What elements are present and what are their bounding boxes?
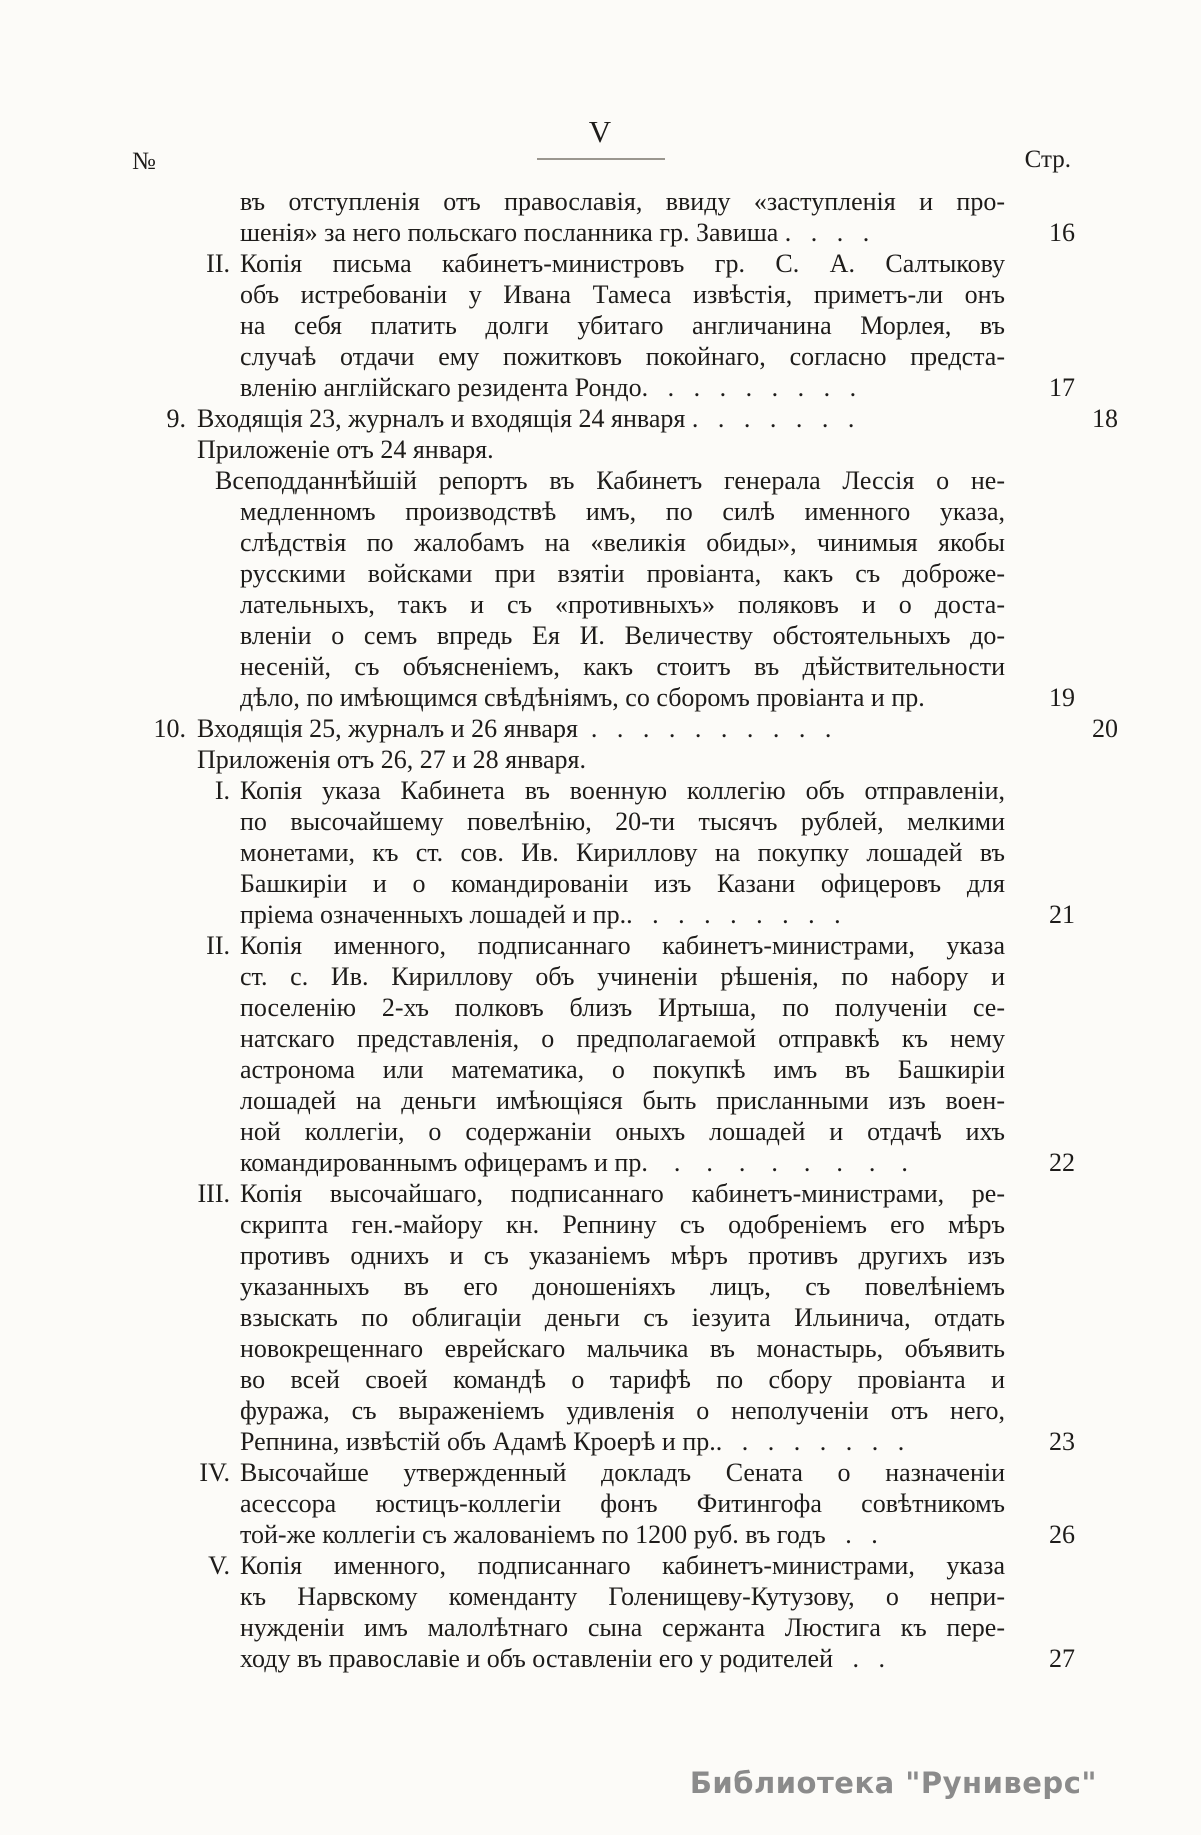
toc-entry-number: 10. <box>153 714 186 743</box>
toc-line: поселенію 2-хъ полковъ близъ Иртыша, по полученіи се- <box>240 993 1005 1022</box>
toc-line: Приложеніе отъ 24 января. <box>197 435 494 464</box>
toc-entry-number: II. <box>206 249 230 278</box>
toc-line: Приложенія отъ 26, 27 и 28 января. <box>197 745 586 774</box>
toc-line: скрипта ген.-майору кн. Репнину съ одобреніемъ его мѣръ <box>240 1210 1005 1239</box>
toc-line: объ истребованіи у Ивана Тамеса извѣстія, приметъ-ли онъ <box>240 280 1005 309</box>
toc-entry <box>208 1550 1075 1674</box>
toc-line: несеній, съ объясненіемъ, какъ стоитъ въ дѣйствительности <box>240 652 1005 681</box>
toc-line: вленіи о семъ впредь Ея И. Величеству обстоятельныхъ до- <box>240 621 1005 650</box>
toc-line: слѣдствія по жалобамъ на «великія обиды», чинимыя якобы <box>240 528 1005 557</box>
toc-line: Копія высочайшаго, подписаннаго кабинетъ-министрами, ре- <box>240 1179 1005 1208</box>
toc-entry <box>206 930 1075 1178</box>
toc-line: вленію англійскаго резидента Рондо. . . . . . . . . <box>240 373 857 402</box>
toc-line: Копія указа Кабинета въ военную коллегію объ отправленіи, <box>240 776 1005 805</box>
toc-line: Копія именного, подписаннаго кабинетъ-министрами, указа <box>240 931 1005 960</box>
toc-entry-text <box>197 403 1005 434</box>
toc-entry-page-number: 27 <box>1049 1644 1075 1673</box>
toc-entry-number: I. <box>214 776 230 805</box>
toc-line: пріема означенныхъ лошадей и пр.. . . . . . . . . <box>240 900 841 929</box>
toc-line: натскаго представленія, о предполагаемой отправкѣ къ нему <box>240 1024 1005 1053</box>
toc-entry <box>153 713 1118 744</box>
toc-entry <box>197 1178 1075 1457</box>
toc-entry-page-number: 19 <box>1049 683 1075 712</box>
toc-line: лательныхъ, такъ и съ «противныхъ» поляковъ и о доста- <box>240 590 1005 619</box>
toc-line: фуража, съ выраженіемъ удивленія о неполученіи отъ него, <box>240 1396 1005 1425</box>
toc-line: астронома или математика, о покупкѣ имъ въ Башкиріи <box>240 1055 1005 1084</box>
toc-entry <box>197 744 1005 775</box>
toc-line: по высочайшему повелѣнію, 20-ти тысячъ рублей, мелкими <box>240 807 1005 836</box>
toc-line: командированнымъ офицерамъ и пр. . . . . . . . . <box>240 1148 908 1177</box>
toc-entry-text <box>215 465 1005 713</box>
toc-line: монетами, къ ст. сов. Ив. Кириллову на покупку лошадей въ <box>240 838 1005 867</box>
toc-line: лошадей на деньги имѣющіяся быть присланными изъ воен- <box>240 1086 1005 1115</box>
toc-entry-text <box>197 713 1005 744</box>
toc-entry-text <box>240 1457 1005 1550</box>
toc-entry-page-number: 18 <box>1092 404 1118 433</box>
toc-line: медленномъ производствѣ имъ, по силѣ именного указа, <box>240 497 1005 526</box>
toc-entry-page-number: 21 <box>1049 900 1075 929</box>
toc-line: въ отступленія отъ православія, ввиду «заступленія и про- <box>240 187 1005 216</box>
toc-line: ст. с. Ив. Кириллову объ учиненіи рѣшенія, по набору и <box>240 962 1005 991</box>
toc-entry-page-number: 23 <box>1049 1427 1075 1456</box>
toc-line: случаѣ отдачи ему пожитковъ покойнаго, согласно предста- <box>240 342 1005 371</box>
toc-entry-text <box>240 1550 1005 1674</box>
toc-entry-number: III. <box>197 1179 230 1208</box>
toc-line: Всеподданнѣйшій репортъ въ Кабинетъ генерала Лессія о не- <box>215 466 1005 495</box>
toc-entry-page-number: 22 <box>1049 1148 1075 1177</box>
toc-line: дѣло, по имѣющимся свѣдѣніямъ, со сборомъ провіанта и пр. <box>240 683 925 712</box>
library-watermark: Библиотека "Руниверс" <box>689 1766 1097 1800</box>
toc-entry-number: IV. <box>199 1458 230 1487</box>
table-of-contents <box>153 186 1118 1674</box>
toc-entry-text <box>240 1178 1005 1457</box>
toc-entry-page-number: 20 <box>1092 714 1118 743</box>
toc-line: Репнина, извѣстій объ Адамѣ Кроерѣ и пр.. . . . . . . . <box>240 1427 905 1456</box>
toc-entry-text <box>240 930 1005 1178</box>
toc-line: Входящія 23, журналъ и входящія 24 января . . . . . . . <box>197 404 855 433</box>
toc-entry <box>199 1457 1075 1550</box>
toc-line: Высочайше утвержденный докладъ Сената о назначеніи <box>240 1458 1005 1487</box>
toc-entry-text <box>240 248 1005 403</box>
toc-line: новокрещеннаго еврейскаго мальчика въ монастырь, объявить <box>240 1334 1005 1363</box>
toc-entry <box>166 403 1118 434</box>
toc-line: русскими войсками при взятіи провіанта, какъ съ доброже- <box>240 559 1005 588</box>
toc-line: Копія письма кабинетъ-министровъ гр. С. А. Салтыкову <box>240 249 1005 278</box>
toc-entry <box>215 465 1075 713</box>
toc-entry-number: II. <box>206 931 230 960</box>
toc-line: асессора юстицъ-коллегіи фонъ Фитингофа совѣтникомъ <box>240 1489 1005 1518</box>
toc-entry <box>197 434 1005 465</box>
toc-line: во всей своей командѣ о тарифѣ по сбору провіанта и <box>240 1365 1005 1394</box>
toc-line: указанныхъ въ его доношеніяхъ лицъ, съ повелѣніемъ <box>240 1272 1005 1301</box>
toc-entry-number: 9. <box>166 404 186 433</box>
toc-line: нужденіи имъ малолѣтнаго сына сержанта Люстига къ пере- <box>240 1613 1005 1642</box>
toc-entry <box>206 248 1075 403</box>
toc-line: ной коллегіи, о содержаніи оныхъ лошадей и отдачѣ ихъ <box>240 1117 1005 1146</box>
toc-line: противъ однихъ и съ указаніемъ мѣръ противъ другихъ изъ <box>240 1241 1005 1270</box>
page-number-roman: V <box>588 114 613 149</box>
toc-entry-text <box>240 186 1005 248</box>
toc-line: шенія» за него польскаго посланника гр. Завиша . . . . <box>240 218 870 247</box>
toc-line: Башкиріи и о командированіи изъ Казани офицеровъ для <box>240 869 1005 898</box>
toc-line: Копія именного, подписаннаго кабинетъ-министрами, указа <box>240 1551 1005 1580</box>
toc-entry-page-number: 16 <box>1049 218 1075 247</box>
toc-line: взыскать по облигаціи деньги съ іезуита Ильинича, отдать <box>240 1303 1005 1332</box>
toc-entry-text <box>240 775 1005 930</box>
toc-line: Входящія 25, журналъ и 26 января . . . . . . . . . . <box>197 714 832 743</box>
toc-entry <box>240 186 1075 248</box>
toc-entry-number: V. <box>208 1551 230 1580</box>
page-column-label: Стр. <box>1024 146 1071 173</box>
toc-entry-page-number: 17 <box>1049 373 1075 402</box>
toc-line: ходу въ православіе и объ оставленіи его у родителей . . <box>240 1644 885 1673</box>
page-header <box>0 114 1201 160</box>
toc-entry <box>214 775 1075 930</box>
number-column-label: № <box>132 148 156 175</box>
toc-line: на себя платить долги убитаго англичанина Морлея, въ <box>240 311 1005 340</box>
toc-line: той-же коллегіи съ жалованіемъ по 1200 руб. въ годъ . . <box>240 1520 878 1549</box>
toc-line: къ Нарвскому коменданту Голенищеву-Кутузову, о непри- <box>240 1582 1005 1611</box>
header-rule <box>537 158 665 160</box>
toc-entry-text <box>197 434 1005 465</box>
toc-entry-page-number: 26 <box>1049 1520 1075 1549</box>
toc-entry-text <box>197 744 1005 775</box>
